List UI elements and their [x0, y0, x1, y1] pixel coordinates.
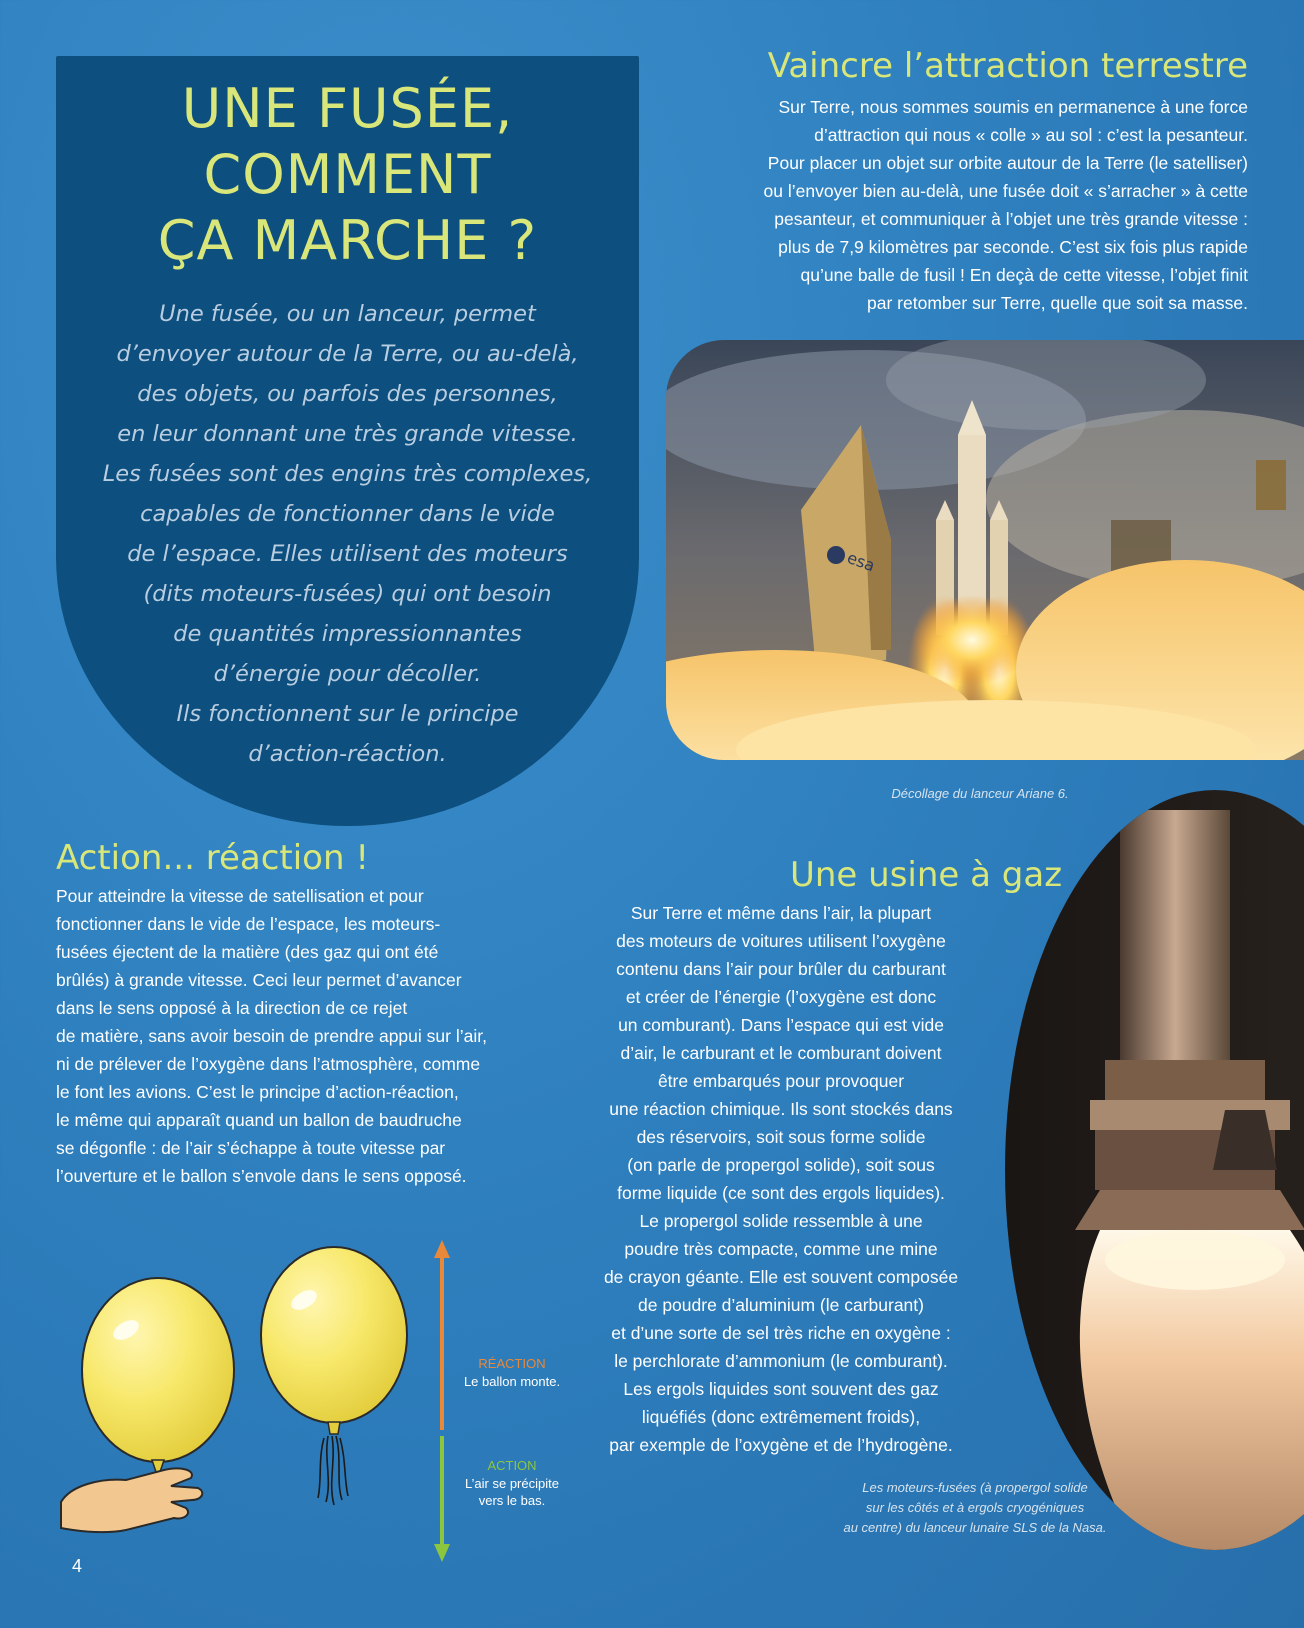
text-line: de matière, sans avoir besoin de prendre appui sur l’air, — [56, 1026, 487, 1046]
intro-line: des objets, ou parfois des personnes, — [137, 381, 558, 407]
caption-line: Les moteurs-fusées (à propergol solide — [862, 1480, 1088, 1495]
text-line: le perchlorate d’ammonium (le comburant). — [614, 1351, 948, 1371]
page-number: 4 — [72, 1556, 83, 1576]
reaction-title: RÉACTION — [478, 1356, 546, 1371]
text-line: ni de prélever de l’oxygène dans l’atmosphère, comme — [56, 1054, 481, 1074]
text-line: Sur Terre, nous sommes soumis en permanence à une force — [778, 97, 1248, 117]
text-line: être embarqués pour provoquer — [657, 1071, 905, 1091]
ariane6-caption: Décollage du lanceur Ariane 6. — [891, 786, 1069, 801]
action-text-line1: L’air se précipite — [465, 1476, 559, 1491]
text-line: et créer de l’énergie (l’oxygène est donc — [625, 987, 937, 1007]
title-line-2: COMMENT — [203, 143, 492, 206]
balloon-held — [82, 1278, 234, 1462]
intro-paragraph — [76, 294, 619, 774]
ariane6-launch-photo — [666, 340, 1304, 760]
text-line: le même qui apparaît quand un ballon de baudruche — [56, 1110, 462, 1130]
text-line: par exemple de l’oxygène et de l’hydrogène. — [609, 1435, 953, 1455]
text-line: qu’une balle de fusil ! En deçà de cette vitesse, l’objet finit — [800, 265, 1248, 285]
text-line: liquéfiés (donc extrêmement froids), — [641, 1407, 921, 1427]
intro-line: d’envoyer autour de la Terre, ou au-delà, — [116, 341, 579, 367]
text-line: Les ergols liquides sont souvent des gaz — [623, 1379, 939, 1399]
caption-line: au centre) du lanceur lunaire SLS de la Nasa. — [843, 1520, 1107, 1535]
text-line: et d’une sorte de sel très riche en oxygène : — [611, 1323, 951, 1343]
text-line: Pour placer un objet sur orbite autour de la Terre (le satelliser) — [767, 153, 1248, 173]
text-line: ou l’envoyer bien au-delà, une fusée doit « s’arracher » à cette — [763, 181, 1248, 201]
text-line: Pour atteindre la vitesse de satellisation et pour — [56, 886, 424, 906]
text-line: pesanteur, et communiquer à l’objet une très grande vitesse : — [774, 209, 1248, 229]
intro-line: d’énergie pour décoller. — [213, 661, 482, 687]
intro-line: Les fusées sont des engins très complexes, — [102, 461, 593, 487]
esa-logo — [827, 546, 845, 564]
section-text-vaincre — [648, 93, 1248, 317]
intro-line: Une fusée, ou un lanceur, permet — [159, 301, 536, 327]
text-line: Sur Terre et même dans l’air, la plupart — [630, 903, 932, 923]
sls-engines-photo — [1005, 790, 1304, 1550]
text-line: d’air, le carburant et le comburant doivent — [620, 1043, 942, 1063]
hand-icon — [61, 1468, 202, 1532]
text-line: contenu dans l’air pour brûler du carburant — [616, 959, 946, 979]
text-line: plus de 7,9 kilomètres par seconde. C’est six fois plus rapide — [778, 237, 1248, 257]
text-line: de poudre d’aluminium (le carburant) — [638, 1295, 924, 1315]
text-line: de crayon géante. Elle est souvent composée — [603, 1267, 959, 1287]
text-line: le font les avions. C’est le principe d’action-réaction, — [56, 1082, 459, 1102]
text-line: dans le sens opposé à la direction de ce rejet — [56, 998, 408, 1018]
intro-line: de quantités impressionnantes — [173, 621, 522, 647]
page-title — [56, 76, 639, 274]
section-heading-vaincre: Vaincre l’attraction terrestre — [767, 46, 1248, 86]
intro-line: d’action-réaction. — [248, 741, 447, 767]
sls-caption — [810, 1478, 1140, 1538]
text-line: poudre très compacte, comme une mine — [624, 1239, 938, 1259]
intro-line: capables de fonctionner dans le vide — [140, 501, 555, 527]
section-text-action — [56, 882, 576, 1190]
balloon-deflating — [261, 1247, 407, 1423]
text-line: Le propergol solide ressemble à une — [639, 1211, 923, 1231]
action-text-line2: vers le bas. — [478, 1493, 546, 1508]
text-line: une réaction chimique. Ils sont stockés dans — [609, 1099, 953, 1119]
text-line: se dégonfle : de l’air s’échappe à toute vitesse par — [56, 1138, 446, 1158]
intro-line: de l’espace. Elles utilisent des moteurs — [127, 541, 568, 567]
text-line: forme liquide (ce sont des ergols liquides). — [617, 1183, 945, 1203]
reaction-text: Le ballon monte. — [463, 1374, 561, 1389]
section-heading-usine: Une usine à gaz — [790, 855, 1063, 895]
balloon-diagram — [56, 1230, 596, 1570]
intro-line: Ils fonctionnent sur le principe — [176, 701, 519, 727]
text-line: par retomber sur Terre, quelle que soit sa masse. — [867, 293, 1248, 313]
text-line: des moteurs de voitures utilisent l’oxygène — [616, 931, 946, 951]
action-title: ACTION — [487, 1458, 537, 1473]
text-line: l’ouverture et le ballon s’envole dans le sens opposé. — [56, 1166, 467, 1186]
text-line: fusées éjectent de la matière (des gaz qui ont été — [56, 942, 439, 962]
intro-line: en leur donnant une très grande vitesse. — [117, 421, 578, 447]
section-text-usine — [556, 899, 1006, 1459]
intro-line: (dits moteurs-fusées) qui ont besoin — [143, 581, 552, 607]
text-line: brûlés) à grande vitesse. Ceci leur permet d’avancer — [56, 970, 462, 990]
section-heading-action: Action... réaction ! — [56, 838, 369, 878]
text-line: des réservoirs, soit sous forme solide — [636, 1127, 926, 1147]
esa-logo-text: esa — [844, 547, 878, 576]
title-line-1: UNE FUSÉE, — [181, 77, 514, 140]
caption-line: sur les côtés et à ergols cryogéniques — [865, 1500, 1085, 1515]
text-line: fonctionner dans le vide de l’espace, les moteurs- — [56, 914, 441, 934]
text-line: d’attraction qui nous « colle » au sol : c’est la pesanteur. — [814, 125, 1248, 145]
title-line-3: ÇA MARCHE ? — [157, 209, 538, 272]
text-line: un comburant). Dans l’espace qui est vide — [618, 1015, 944, 1035]
escaping-air-icon — [318, 1436, 348, 1505]
text-line: (on parle de propergol solide), soit sous — [627, 1155, 935, 1175]
